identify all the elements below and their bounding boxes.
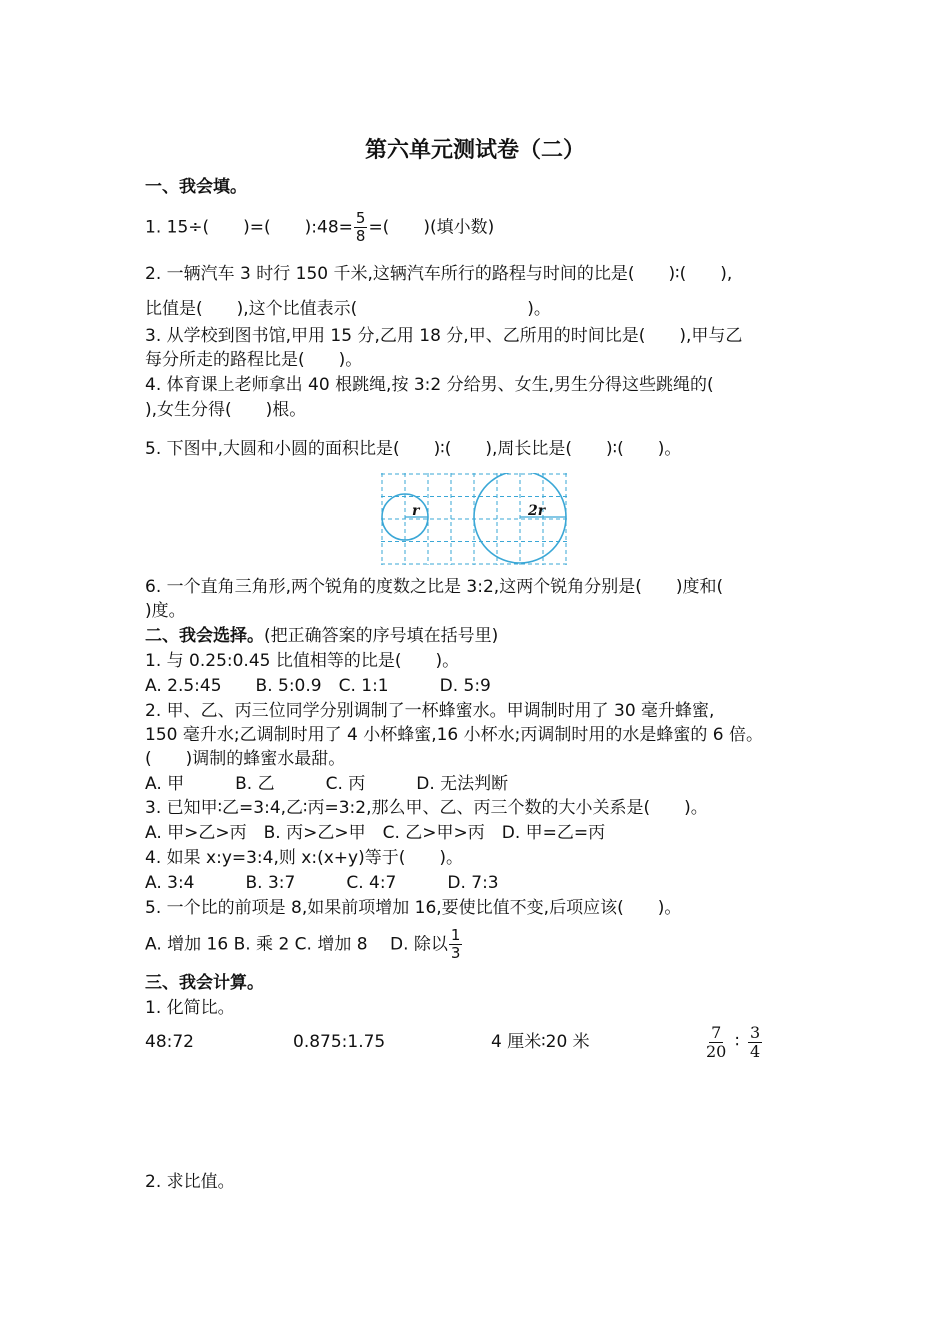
q1-1-text-a: 1. 15÷( )=( ):48= [145, 217, 353, 238]
fraction-3-4: 3 4 [750, 1023, 761, 1061]
ratio-item-1: 48:72 [145, 1032, 194, 1052]
section-2-heading-line [145, 625, 498, 647]
section-2-note: (把正确答案的序号填在括号里) [264, 626, 499, 646]
question-1-2-line1: 2. 一辆汽车 3 时行 150 千米,这辆汽车所行的路程与时间的比是( )∶( ), [145, 264, 733, 284]
question-1-6-line2: )度。 [145, 601, 186, 621]
q1-1-text-b: =( )(填小数) [368, 217, 495, 238]
question-1-3-line2: 每分所走的路程比是( )。 [145, 350, 363, 370]
question-2-1-options: A. 2.5:45 B. 5:0.9 C. 1:1 D. 5:9 [145, 676, 491, 696]
question-2-2-options: A. 甲 B. 乙 C. 丙 D. 无法判断 [145, 774, 509, 794]
question-2-4: 4. 如果 x:y=3:4,则 x:(x+y)等于( )。 [145, 848, 463, 868]
section-2-heading: 二、我会选择。 [145, 626, 264, 646]
question-1-5: 5. 下图中,大圆和小圆的面积比是( )∶( ),周长比是( )∶( )。 [145, 439, 682, 459]
question-2-4-options: A. 3:4 B. 3:7 C. 4:7 D. 7:3 [145, 873, 499, 893]
section-1-heading: 一、我会填。 [145, 177, 247, 197]
question-3-2: 2. 求比值。 [145, 1172, 235, 1192]
fraction-1-3: $\frac{1}{3}$ [450, 926, 461, 962]
page-title: 第六单元测试卷（二） [364, 137, 585, 163]
ratio-item-3: 4 厘米∶20 米 [491, 1032, 590, 1052]
question-1-2-line2: 比值是( ),这个比值表示( )。 [145, 299, 551, 319]
question-2-2-line1: 2. 甲、乙、丙三位同学分别调制了一杯蜂蜜水。甲调制时用了 30 毫升蜂蜜, [145, 701, 715, 721]
question-3-1: 1. 化简比。 [145, 998, 235, 1018]
fraction-5-8: $\frac{5}{8}$ [355, 209, 366, 245]
question-1-4-line2: ),女生分得( )根。 [145, 400, 307, 420]
q2-5-options-text: A. 增加 16 B. 乘 2 C. 增加 8 D. 除以 [145, 934, 448, 955]
small-radius-label: r [412, 503, 420, 519]
question-2-3-options: A. 甲>乙>丙 B. 丙>乙>甲 C. 乙>甲>丙 D. 甲=乙=丙 [145, 823, 606, 843]
question-2-2-line3: ( )调制的蜂蜜水最甜。 [145, 749, 346, 769]
question-1-6-line1: 6. 一个直角三角形,两个锐角的度数之比是 3:2,这两个锐角分别是( )度和( [145, 577, 724, 597]
question-2-1: 1. 与 0.25:0.45 比值相等的比是( )。 [145, 651, 460, 671]
fraction-7-20: 7 20 [706, 1023, 727, 1061]
question-1-1 [145, 210, 494, 245]
question-2-3: 3. 已知甲∶乙=3:4,乙∶丙=3:2,那么甲、乙、丙三个数的大小关系是( )。 [145, 798, 708, 818]
question-1-4-line1: 4. 体育课上老师拿出 40 根跳绳,按 3:2 分给男、女生,男生分得这些跳绳的( [145, 375, 714, 395]
question-2-2-line2: 150 毫升水;乙调制时用了 4 小杯蜂蜜,16 小杯水;丙调制时用的水是蜂蜜的 6 倍。 [145, 725, 763, 745]
question-1-3-line1: 3. 从学校到图书馆,甲用 15 分,乙用 18 分,甲、乙所用的时间比是( ),甲与乙 [145, 326, 743, 346]
large-radius-label: 2r [528, 503, 546, 519]
ratio-item-2: 0.875:1.75 [293, 1032, 386, 1052]
question-2-5-options [145, 927, 463, 962]
question-2-5: 5. 一个比的前项是 8,如果前项增加 16,要使比值不变,后项应该( )。 [145, 898, 682, 918]
ratio-separator: ∶ [735, 1032, 740, 1052]
section-3-heading: 三、我会计算。 [145, 973, 264, 993]
circles-grid-figure [381, 473, 569, 565]
